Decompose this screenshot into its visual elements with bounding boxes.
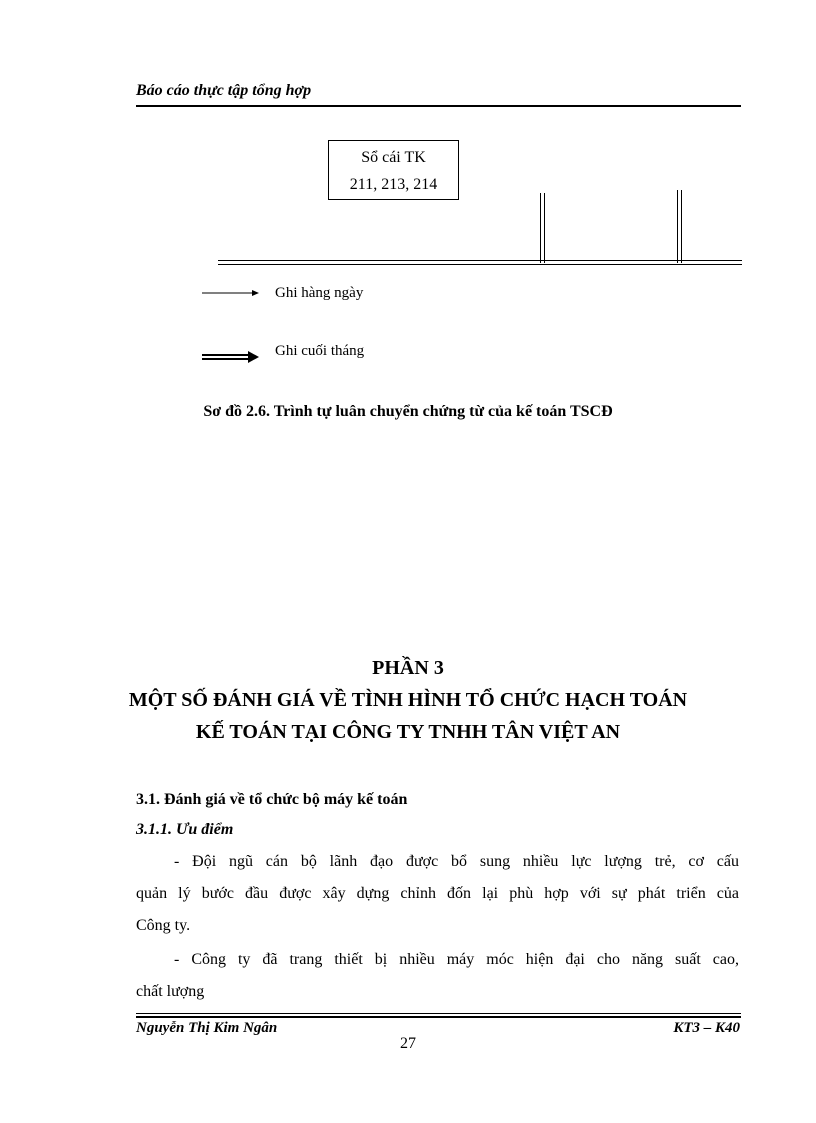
paragraph-2-line1: - Công ty đã trang thiết bị nhiều máy móc hiện đại cho năng suất cao, (174, 951, 739, 968)
part-title-line1: MỘT SỐ ĐÁNH GIÁ VỀ TÌNH HÌNH TỔ CHỨC HẠCH TOÁN (128, 689, 688, 711)
header-title: Báo cáo thực tập tổng hợp (136, 82, 312, 99)
paragraph-1 (136, 846, 739, 942)
thin-arrow-icon (200, 286, 260, 300)
subsection-heading: 3.1.1. Ưu điểm (136, 821, 234, 838)
footer-author: Nguyễn Thị Kim Ngân (136, 1020, 278, 1036)
paragraph-1-line3: Công ty. (136, 917, 191, 934)
double-vertical-line-left (540, 193, 545, 263)
header-divider (136, 105, 741, 107)
diagram-caption: Sơ đồ 2.6. Trình tự luân chuyển chứng từ của kế toán TSCĐ (203, 403, 613, 420)
paragraph-2-line2: chất lượng (136, 983, 205, 1000)
part-number: PHẦN 3 (372, 657, 444, 679)
ledger-box-line1: Sổ cái TK (361, 149, 426, 166)
page-number: 27 (400, 1035, 416, 1052)
ledger-box-line2: 211, 213, 214 (349, 176, 438, 193)
paragraph-1-line2: quản lý bước đầu được xây dựng chỉnh đốn lại phù hợp với sự phát triển của (136, 885, 739, 902)
legend-label-monthly: Ghi cuối tháng (275, 343, 365, 359)
paragraph-1-line1: - Đội ngũ cán bộ lãnh đạo được bổ sung nhiều lực lượng trẻ, cơ cấu (174, 853, 739, 870)
legend-label-daily: Ghi hàng ngày (275, 285, 364, 301)
thick-arrow-icon (200, 349, 260, 365)
paragraph-2 (136, 944, 739, 1008)
part-title-line2: KẾ TOÁN TẠI CÔNG TY TNHH TÂN VIỆT AN (195, 721, 621, 743)
double-vertical-line-right (677, 190, 682, 263)
footer-divider-thin (136, 1013, 741, 1014)
section-heading: 3.1. Đánh giá về tổ chức bộ máy kế toán (136, 791, 408, 808)
double-horizontal-line (218, 260, 742, 265)
footer-divider-thick (136, 1016, 741, 1018)
footer-class: KT3 – K40 (673, 1020, 740, 1036)
ledger-box (328, 140, 459, 200)
